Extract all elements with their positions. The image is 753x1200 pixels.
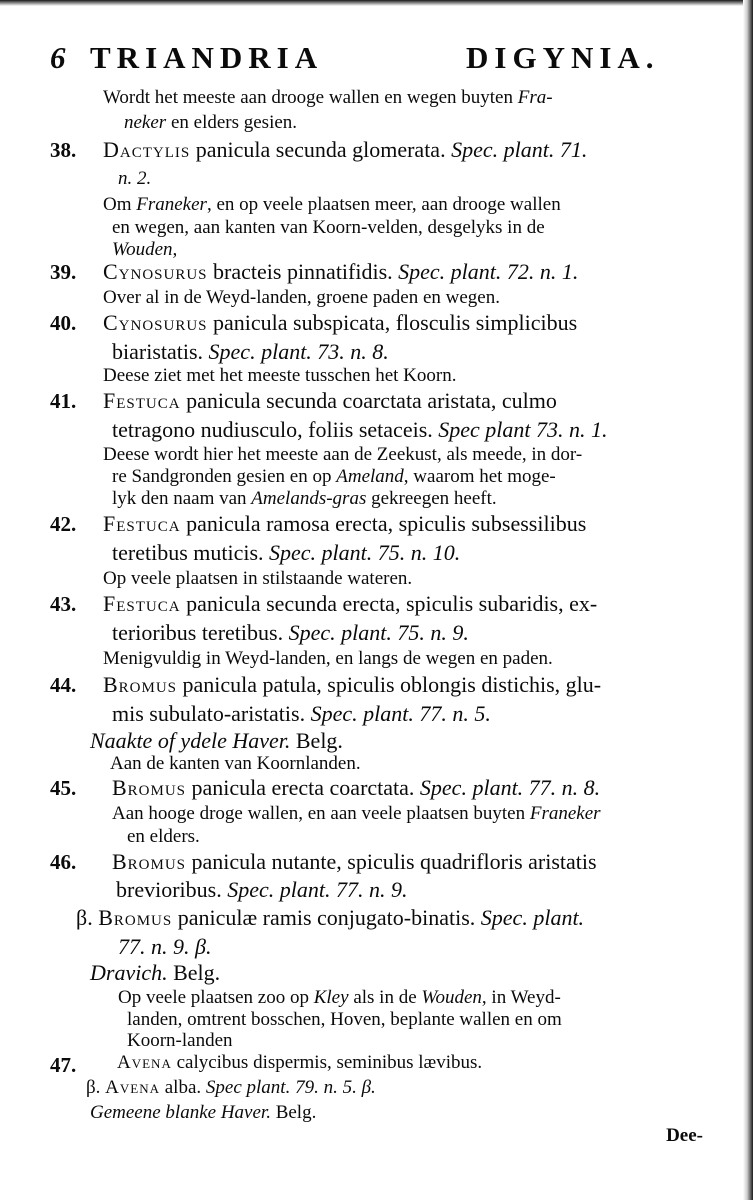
- italic-text: Spec. plant. 73. n. 8.: [208, 339, 389, 364]
- genus-name: Bromus: [112, 775, 187, 800]
- line-text: terioribus teretibus.: [112, 620, 289, 645]
- genus-name: Bromus: [103, 672, 178, 697]
- header-title-digynia: DIGYNIA.: [466, 40, 660, 75]
- entry-number: 41.: [50, 389, 77, 413]
- italic-text: Spec. plant.: [480, 905, 585, 930]
- line-text: panicula secunda glomerata.: [190, 137, 452, 162]
- text-line-l03: [103, 136, 587, 164]
- line-text: Koorn-landen: [127, 1030, 233, 1051]
- italic-text: n. 2.: [118, 168, 152, 189]
- line-text: mis subulato-aristatis.: [112, 701, 311, 726]
- line-text: teretibus muticis.: [112, 540, 270, 565]
- genus-name: Festuca: [103, 591, 181, 616]
- text-line-l34: [118, 933, 211, 961]
- line-text: β.: [86, 1077, 106, 1098]
- entry-number: 40.: [50, 311, 77, 335]
- genus-name: Bromus: [98, 905, 173, 930]
- text-line-l29: [112, 802, 601, 826]
- genus-name: Avena: [117, 1052, 172, 1073]
- line-text: en wegen, aan kanten van Koorn-velden, desgelyks in de: [112, 217, 545, 238]
- line-text: , in Weyd-: [481, 987, 561, 1008]
- italic-text: Spec. plant. 77. n. 9.: [227, 877, 408, 902]
- text-line-l38: [127, 1029, 233, 1053]
- entry-number: 46.: [50, 850, 77, 874]
- line-text: bracteis pinnatifidis.: [207, 259, 399, 284]
- text-line-l09: [103, 286, 500, 310]
- genus-name: Festuca: [103, 511, 181, 536]
- line-text: paniculæ ramis conjugato-binatis.: [172, 905, 481, 930]
- text-line-l13: [103, 387, 557, 415]
- line-text: Aan hooge droge wallen, en aan veele plaatsen buyten: [112, 803, 530, 824]
- genus-name: Cynosurus: [103, 310, 208, 335]
- italic-text: Spec. plant. 75. n. 10.: [269, 540, 461, 565]
- header-title-triandria: TRIANDRIA: [90, 40, 324, 75]
- text-line-l39: [117, 1051, 482, 1075]
- text-line-l23: [103, 647, 553, 671]
- italic-text: Gemeene blanke Haver.: [90, 1102, 271, 1123]
- entry-number: 39.: [50, 260, 77, 284]
- page-edge-right: [743, 0, 753, 1200]
- page-edge-top: [0, 0, 753, 6]
- italic-text: Kley: [313, 987, 349, 1008]
- line-text: panicula ramosa erecta, spiculis subsessilibus: [180, 511, 587, 536]
- line-text: panicula subspicata, flosculis simplicibus: [207, 310, 578, 335]
- running-header: [50, 40, 670, 80]
- text-line-l25: [112, 700, 491, 728]
- text-line-l10: [103, 309, 577, 337]
- page-number: 6: [50, 40, 66, 75]
- text-line-l26: [90, 727, 343, 755]
- italic-text: Fra-: [517, 87, 553, 108]
- line-text: , en op veele plaatsen meer, aan drooge wallen: [206, 194, 561, 215]
- italic-text: Spec. plant. 71.: [451, 137, 588, 162]
- genus-name: Dactylis: [103, 137, 191, 162]
- text-line-l31: [112, 848, 597, 876]
- line-text: tetragono nudiusculo, foliis setaceis.: [112, 417, 439, 442]
- line-text: brevioribus.: [116, 877, 228, 902]
- italic-text: Ameland: [336, 466, 404, 487]
- line-text: panicula erecta coarctata.: [186, 775, 420, 800]
- italic-text: Franeker: [136, 194, 207, 215]
- line-text: calycibus dispermis, seminibus lævibus.: [171, 1052, 483, 1073]
- entry-number: 38.: [50, 138, 77, 162]
- line-text: Menigvuldig in Weyd-landen, en langs de wegen en paden.: [103, 648, 553, 669]
- line-text: panicula patula, spiculis oblongis distichis, glu-: [177, 672, 602, 697]
- text-line-l01: [103, 86, 553, 110]
- italic-text: Franeker: [529, 803, 601, 824]
- genus-name: Avena: [105, 1077, 160, 1098]
- genus-name: Bromus: [112, 849, 187, 874]
- line-text: landen, omtrent bosschen, Hoven, beplante wallen en om: [127, 1009, 562, 1030]
- italic-text: Amelands-gras: [251, 488, 367, 509]
- text-line-l14: [112, 416, 608, 444]
- italic-text: Wouden: [421, 987, 482, 1008]
- line-text: Om: [103, 194, 137, 215]
- text-line-l33: [76, 904, 584, 932]
- italic-text: Wouden,: [112, 239, 178, 260]
- text-line-l36: [118, 986, 561, 1010]
- line-text: lyk den naam van: [112, 488, 252, 509]
- text-line-l24: [103, 671, 601, 699]
- line-text: en elders.: [127, 826, 200, 847]
- text-line-l17: [112, 487, 497, 511]
- italic-text: neker: [124, 112, 167, 133]
- line-text: panicula nutante, spiculis quadrifloris aristatis: [186, 849, 597, 874]
- line-text: Deese wordt hier het meeste aan de Zeekust, als meede, in dor-: [103, 444, 583, 465]
- genus-name: Cynosurus: [103, 259, 208, 284]
- line-text: Belg.: [290, 728, 343, 753]
- line-text: als in de: [348, 987, 422, 1008]
- italic-text: Spec. plant. 77. n. 8.: [419, 775, 601, 800]
- text-line-l28: [112, 774, 600, 802]
- entry-number: 45.: [50, 776, 77, 800]
- line-text: Belg.: [167, 960, 221, 985]
- text-line-l12: [103, 364, 457, 388]
- genus-name: Festuca: [103, 388, 181, 413]
- line-text: β.: [76, 905, 99, 930]
- italic-text: Naakte of ydele Haver.: [90, 728, 291, 753]
- italic-text: Spec plant 73. n. 1.: [438, 417, 608, 442]
- text-line-l18: [103, 510, 586, 538]
- text-line-l21: [103, 590, 597, 618]
- line-text: Op veele plaatsen zoo op: [118, 987, 314, 1008]
- line-text: re Sandgronden gesien en op: [112, 466, 337, 487]
- italic-text: Spec. plant. 77. n. 5.: [310, 701, 491, 726]
- italic-text: Spec plant. 79. n. 5. β.: [205, 1077, 376, 1098]
- text-line-l04: [118, 167, 151, 191]
- text-line-l27: [110, 752, 361, 776]
- line-text: alba.: [160, 1077, 206, 1098]
- line-text: panicula secunda coarctata aristata, culmo: [180, 388, 557, 413]
- entry-number: 44.: [50, 673, 77, 697]
- line-text: gekreegen heeft.: [366, 488, 497, 509]
- text-line-l22: [112, 619, 469, 647]
- entry-number: 43.: [50, 592, 77, 616]
- entry-number: 47.: [50, 1053, 77, 1077]
- text-line-l30: [127, 825, 200, 849]
- text-line-l02: [124, 111, 297, 135]
- text-line-l40: [86, 1076, 376, 1100]
- italic-text: Dravich.: [90, 960, 168, 985]
- text-line-l41: [90, 1101, 316, 1125]
- text-line-l32: [116, 876, 407, 904]
- italic-text: Spec. plant. 75. n. 9.: [288, 620, 469, 645]
- line-text: biaristatis.: [112, 339, 209, 364]
- text-line-l08: [103, 258, 578, 286]
- line-text: Aan de kanten van Koornlanden.: [110, 753, 361, 774]
- text-line-l06: [112, 216, 545, 240]
- line-text: Over al in de Weyd-landen, groene paden en wegen.: [103, 287, 500, 308]
- text-line-l20: [103, 567, 412, 591]
- line-text: Deese ziet met het meeste tusschen het Koorn.: [103, 365, 457, 386]
- line-text: , waarom het moge-: [403, 466, 556, 487]
- line-text: panicula secunda erecta, spiculis subaridis, ex-: [180, 591, 598, 616]
- text-line-l11: [112, 338, 389, 366]
- text-line-l05: [103, 193, 561, 217]
- text-line-l35: [90, 959, 220, 987]
- line-text: Op veele plaatsen in stilstaande wateren.: [103, 568, 413, 589]
- line-text: en elders gesien.: [166, 112, 298, 133]
- text-line-l19: [112, 539, 460, 567]
- italic-text: 77. n. 9. β.: [118, 934, 212, 959]
- line-text: Wordt het meeste aan drooge wallen en wegen buyten: [103, 87, 518, 108]
- catchword: Dee-: [666, 1125, 703, 1146]
- text-line-l16: [112, 465, 556, 489]
- italic-text: Spec. plant. 72. n. 1.: [398, 259, 579, 284]
- line-text: Belg.: [270, 1102, 317, 1123]
- text-line-l15: [103, 443, 582, 467]
- entry-number: 42.: [50, 512, 77, 536]
